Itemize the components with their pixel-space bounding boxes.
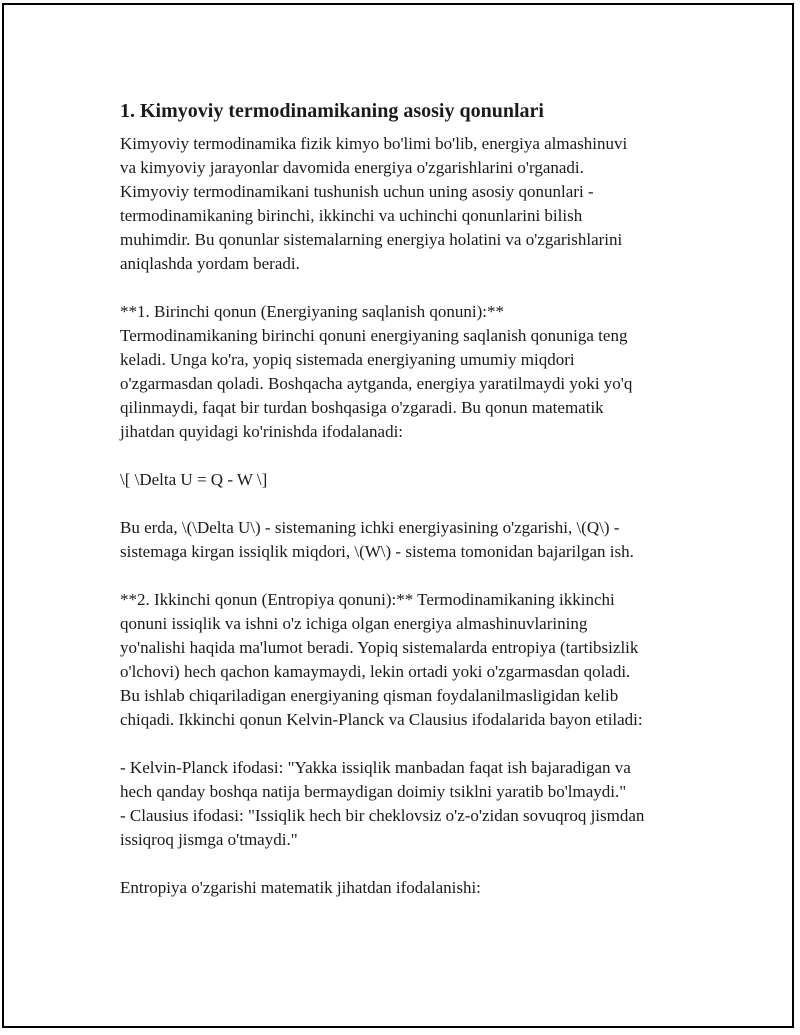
document-page [2,3,794,1028]
section-body: Kimyoviy termodinamika fizik kimyo bo'limi bo'lib, energiya almashinuvi va kimyoviy jarayonlar davomida energiya o'zgarishlarini o'rganadi. Kimyoviy termodinamikani tushunish uchun uning asosiy qonunlari - termodinamikaning birinchi, ikkinchi va uchinchi qonunlarini bilish muhimdir. Bu qonunlar sistemalarning energiya holatini va o'zgarishlarini aniqlashda yordam beradi. **1. Birinchi qonun (Energiyaning saqlanish qonuni):** Termodinamikaning birinchi qonuni energiyaning saqlanish qonuniga teng keladi. Unga ko'ra, yopiq sistemada energiyaning umumiy miqdori o'zgarmasdan qoladi. Boshqacha aytganda, energiya yaratilmaydi yoki yo'q qilinmaydi, faqat bir turdan boshqasiga o'zgaradi. Bu qonun matematik jihatdan quyidagi ko'rinishda ifodalanadi: \[ \Delta U = Q - W \] Bu erda, \(\Delta U\) - sistemaning ichki energiyasining o'zgarishi, \(Q\) - sistemaga kirgan issiqlik miqdori, \(W\) - sistema tomonidan bajarilgan ish. **2. Ikkinchi qonun (Entropiya qonuni):** Termodinamikaning ikkinchi qonuni issiqlik va ishni o'z ichiga olgan energiya almashinuvlarining yo'nalishi haqida ma'lumot beradi. Yopiq sistemalarda entropiya (tartibsizlik o'lchovi) hech qachon kamaymaydi, lekin ortadi yoki o'zgarmasdan qoladi. Bu ishlab chiqariladigan energiyaning qisman foydalanilmasligidan kelib chiqadi. Ikkinchi qonun Kelvin-Planck va Clausius ifodalarida bayon etiladi: - Kelvin-Planck ifodasi: "Yakka issiqlik manbadan faqat ish bajaradigan va hech qanday boshqa natija bermaydigan doimiy tsiklni yaratib bo'lmaydi." - Clausius ifodasi: "Issiqlik hech bir cheklovsiz o'z-o'zidan sovuqroq jismdan issiqroq jismga o'tmaydi." Entropiya o'zgarishi matematik jihatdan ifodalanishi: [120,134,645,897]
document-content [120,97,700,900]
section-title: 1. Kimyoviy termodinamikaning asosiy qonunlari [120,100,544,122]
